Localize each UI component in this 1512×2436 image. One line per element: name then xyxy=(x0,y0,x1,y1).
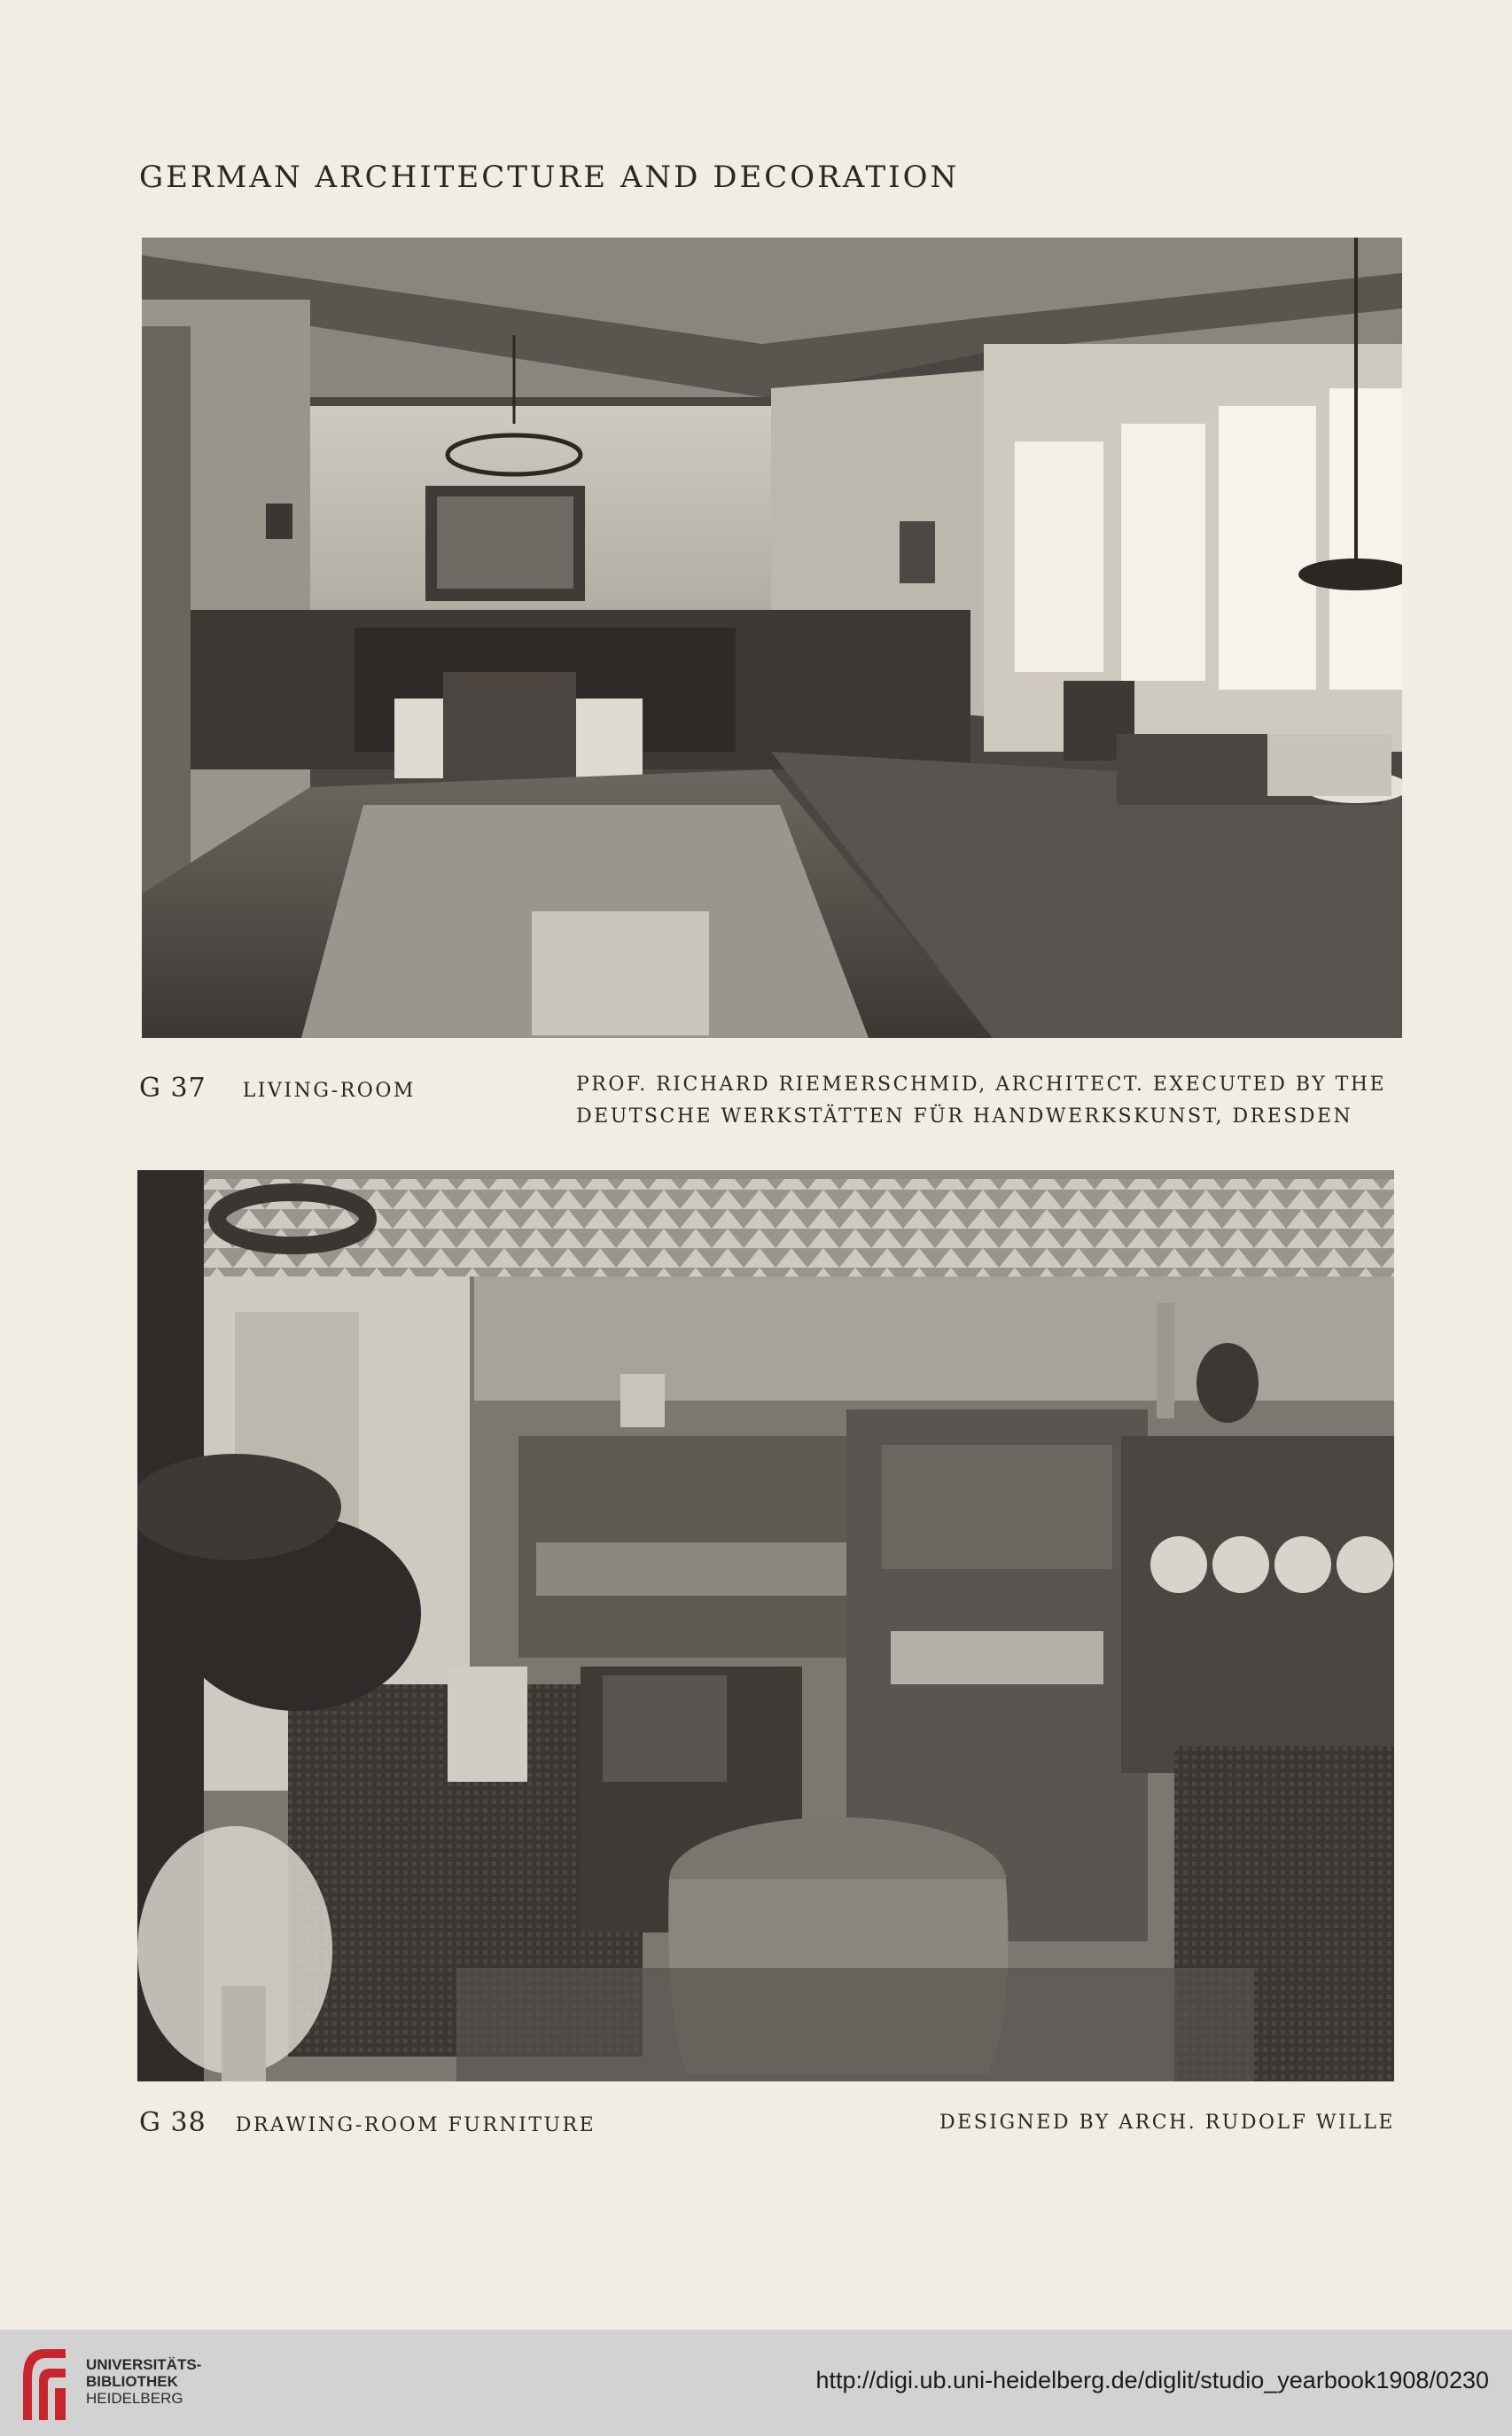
digitization-footer xyxy=(0,2330,1512,2436)
figure-title: LIVING-ROOM xyxy=(242,1080,416,1102)
source-url-link[interactable]: http://digi.ub.uni-heidelberg.de/diglit/studio_yearbook1908/0230 xyxy=(815,2367,1489,2393)
credit-line: PROF. RICHARD RIEMERSCHMID, ARCHITECT. EXECUTED BY THE xyxy=(576,1074,1387,1096)
university-library-logo-icon xyxy=(16,2342,73,2424)
credit-line: DEUTSCHE WERKSTÄTTEN FÜR HANDWERKSKUNST, DRESDEN xyxy=(576,1105,1353,1128)
figure-credit-g38: DESIGNED BY ARCH. RUDOLF WILLE xyxy=(939,2112,1395,2134)
figure-credit-g37 xyxy=(576,1069,1386,1133)
figure-number: G 38 xyxy=(139,2107,207,2138)
photo-living-room xyxy=(142,238,1402,1038)
library-name-line: HEIDELBERG xyxy=(86,2390,183,2407)
photo-drawing-room xyxy=(137,1170,1394,2081)
figure-caption-g38 xyxy=(139,2107,596,2138)
library-name xyxy=(86,2356,201,2407)
figure-title: DRAWING-ROOM FURNITURE xyxy=(235,2114,596,2136)
figure-caption-g37 xyxy=(139,1073,416,1104)
running-title: GERMAN ARCHITECTURE AND DECORATION xyxy=(139,160,960,195)
library-name-line: UNIVERSITÄTS- xyxy=(86,2356,202,2373)
library-name-line: BIBLIOTHEK xyxy=(86,2373,178,2390)
figure-number: G 37 xyxy=(139,1073,207,1104)
